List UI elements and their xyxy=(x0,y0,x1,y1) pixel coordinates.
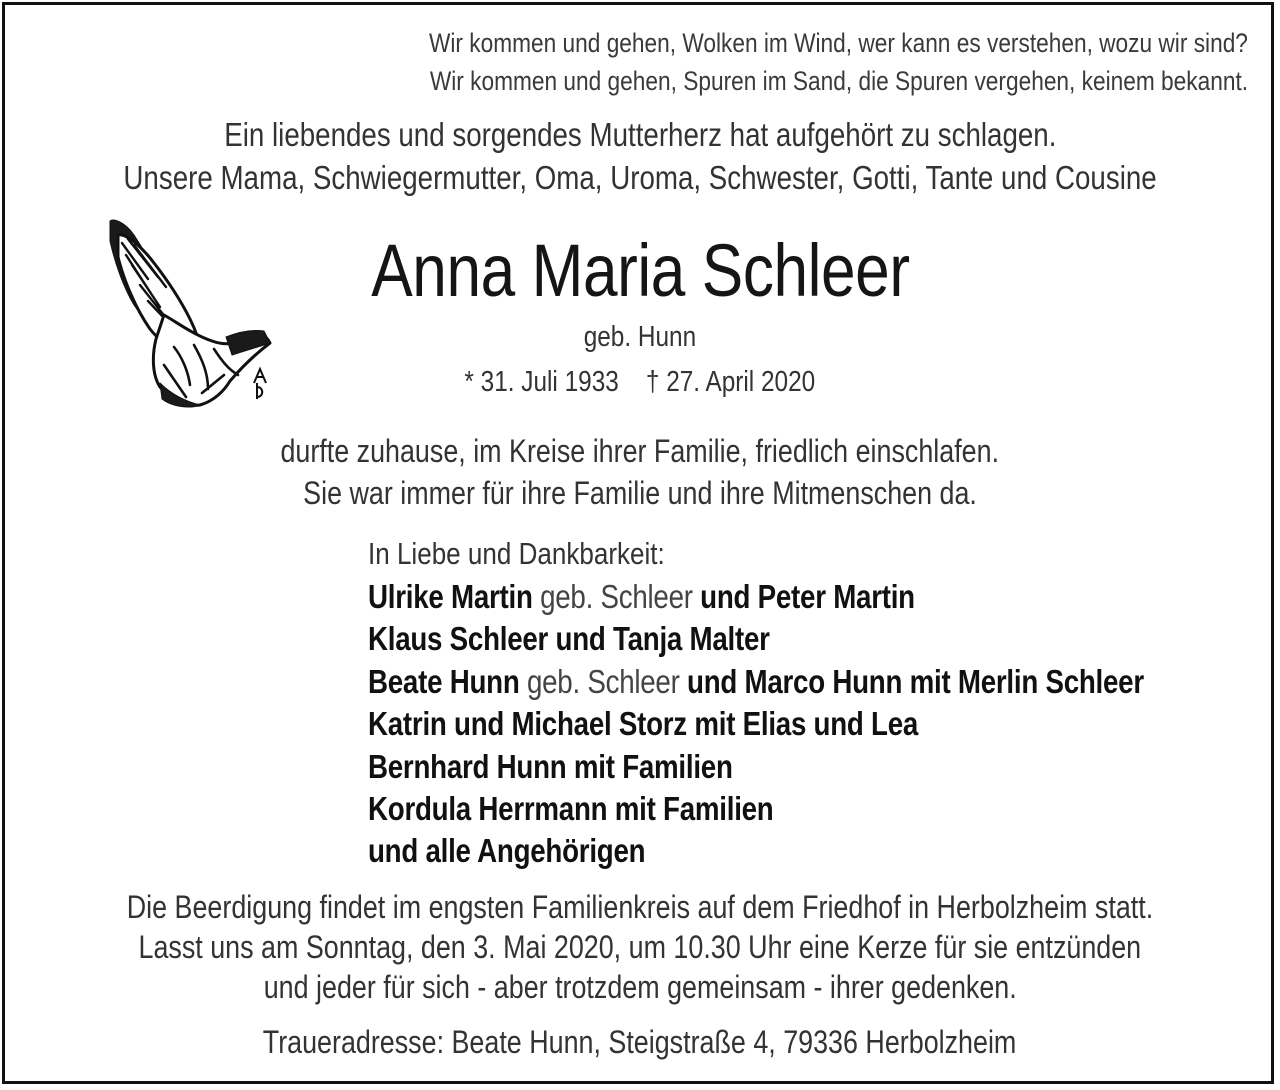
mourning-address: Traueradresse: Beate Hunn, Steigstraße 4, 79336 Herbolzheim xyxy=(263,1024,1017,1060)
funeral-line-1: Die Beerdigung findet im engsten Familienkreis auf dem Friedhof in Herbolzheim statt. xyxy=(126,889,1154,925)
family-row: und alle Angehörigen xyxy=(368,832,646,869)
life-dates xyxy=(0,366,1280,399)
deceased-name: Anna Maria Schleer xyxy=(370,229,910,312)
birth-date: * 31. Juli 1933 xyxy=(464,366,620,398)
poem-line-2: Wir kommen und gehen, Spuren im Sand, die Spuren vergehen, keinem bekannt. xyxy=(429,66,1248,96)
passing-line-1: durfte zuhause, im Kreise ihrer Familie, friedlich einschlafen. xyxy=(280,433,1000,469)
death-date: † 27. April 2020 xyxy=(646,366,816,398)
family-row: Kordula Herrmann mit Familien xyxy=(368,790,774,827)
poem-line-1: Wir kommen und gehen, Wolken im Wind, wer kann es verstehen, wozu wir sind? xyxy=(429,28,1248,58)
passing-line-2: Sie war immer für ihre Familie und ihre Mitmenschen da. xyxy=(303,475,977,511)
funeral-line-2: Lasst uns am Sonntag, den 3. Mai 2020, um 10.30 Uhr eine Kerze für sie entzünden xyxy=(138,929,1142,965)
maiden-name: geb. Hunn xyxy=(583,321,697,353)
intro-line-2: Unsere Mama, Schwiegermutter, Oma, Uroma, Schwester, Gotti, Tante und Cousine xyxy=(123,159,1157,196)
family-row: Beate Hunn geb. Schleer und Marco Hunn mit Merlin Schleer xyxy=(368,663,1144,700)
family-row: Klaus Schleer und Tanja Malter xyxy=(368,620,770,657)
funeral-line-3: und jeder für sich - aber trotzdem gemeinsam - ihrer gedenken. xyxy=(263,969,1017,1005)
intro-line-1: Ein liebendes und sorgendes Mutterherz hat aufgehört zu schlagen. xyxy=(223,116,1057,153)
family-row: Ulrike Martin geb. Schleer und Peter Martin xyxy=(368,578,915,615)
signatories-heading: In Liebe und Dankbarkeit: xyxy=(368,536,665,571)
family-row: Katrin und Michael Storz mit Elias und Lea xyxy=(368,705,919,742)
family-row: Bernhard Hunn mit Familien xyxy=(368,748,733,785)
